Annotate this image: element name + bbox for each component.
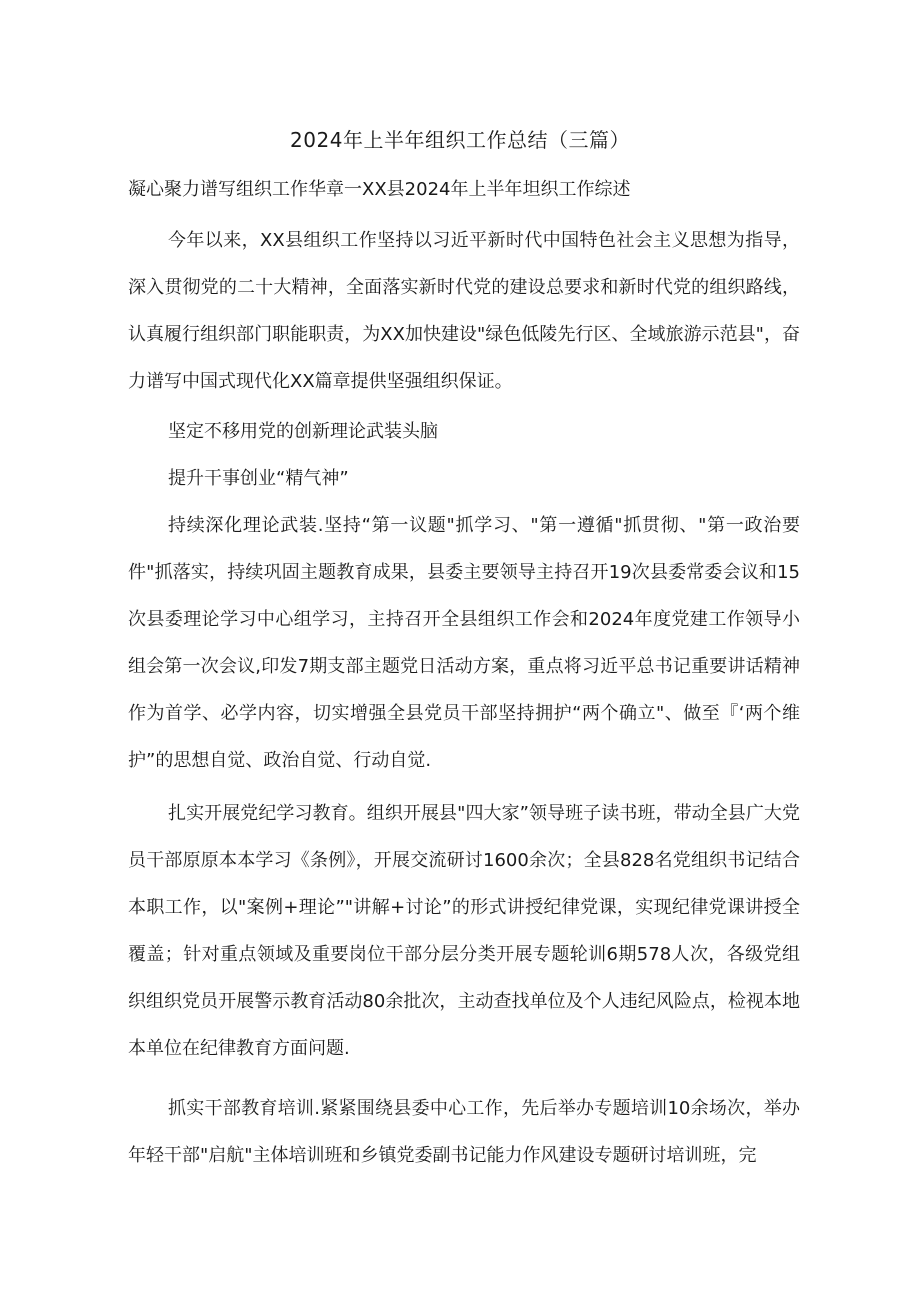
section-subheading: 提升干事创业“精气神” bbox=[168, 468, 349, 489]
section-heading: 坚定不移用党的创新理论武装头脑 bbox=[168, 421, 438, 442]
document-subtitle: 凝心聚力谱写组织工作华章一XX县2024年上半年坦织工作综述 bbox=[128, 179, 631, 200]
paragraph-training: 抓实干部教育培训.紧紧围绕县委中心工作，先后举办专题培训10余场次，举办年轻干部"启航"主体培训班和乡镇党委副书记能力作风建设专题研讨培训班，完 bbox=[128, 1098, 800, 1166]
paragraph-discipline: 扎实开展党纪学习教育。组织开展县"四大家”领导班子读书班，带动全县广大党员干部原原本本学习《条例》，开展交流研讨1600余次；全县828名党组织书记结合本职工作，以"案例+理论”"讲解+讨论”的形式讲授纪律党课，实现纪律党课讲授全覆盖；针对重点领域及重要岗位干部分层分类开展专题轮训6期578人次，各级党组织组织党员开展警示教育活动80余批次，主动查找单位及个人违纪风险点，检视本地本单位在纪律教育方面问题. bbox=[128, 803, 800, 1059]
paragraph-theory: 持续深化理论武装.坚持“第一议题"抓学习、"第一遵循"抓贯彻、"第一政治要件"抓落实，持续巩固主题教育成果，县委主要领导主持召开19次县委常委会议和15次县委理论学习中心组学习，主持召开全县组织工作会和2024年度党建工作领导小组会第一次会议,印发7期支部主题党日活动方案，重点将习近平总书记重要讲话精神作为首学、必学内容，切实增强全县党员干部坚持拥护“两个确立"、做至『‘两个维护”的思想自觉、政治自觉、行动自觉. bbox=[128, 515, 800, 771]
paragraph-intro: 今年以来，XX县组织工作坚持以习近平新时代中国特色社会主义思想为指导，深入贯彻党的二十大精神，全面落实新时代党的建设总要求和新时代党的组织路线，认真履行组织部门职能职责，为XX加快建设"绿色低陵先行区、全域旅游示范县"，奋力谱写中国式现代化XX篇章提供坚强组织保证。 bbox=[128, 230, 800, 392]
document-title: 2024年上半年组织工作总结（三篇） bbox=[290, 128, 630, 152]
